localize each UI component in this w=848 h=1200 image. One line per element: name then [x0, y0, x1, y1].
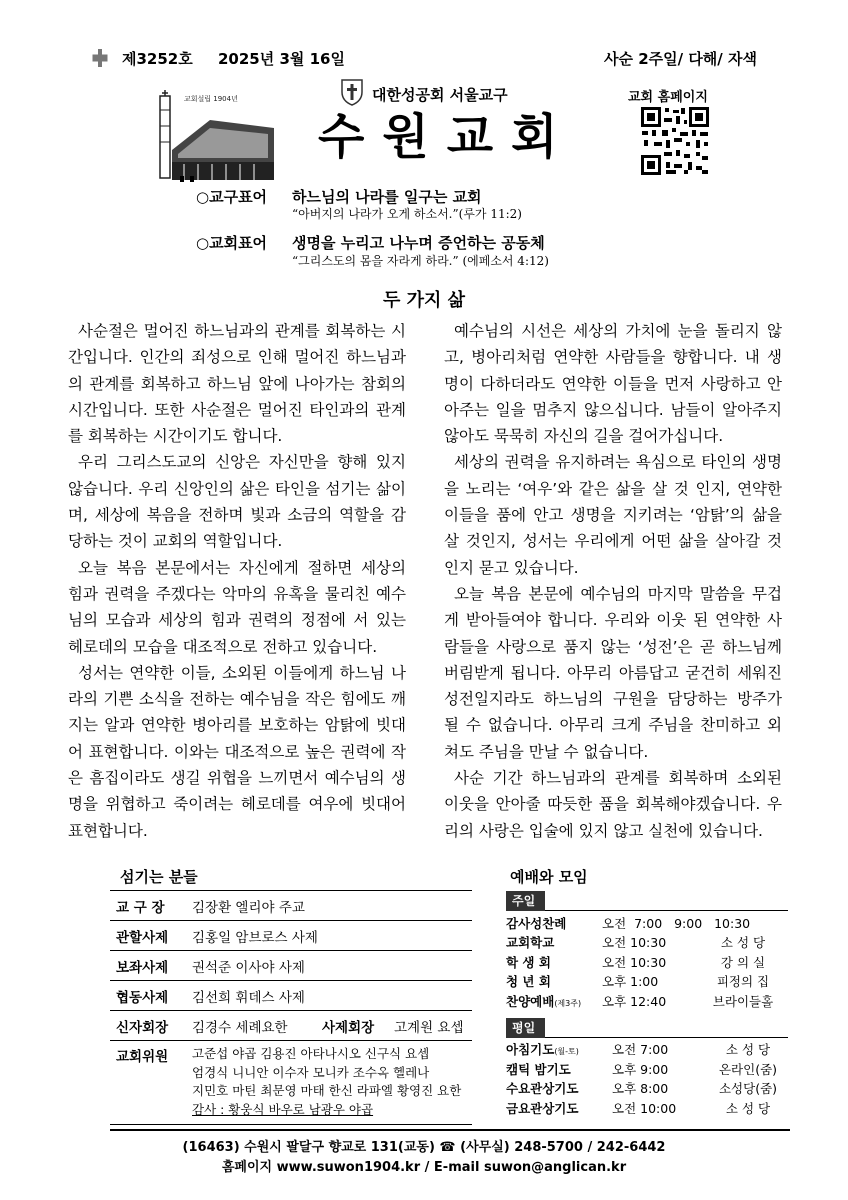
server-name: 권석준 이사야 사제	[192, 959, 305, 976]
article-paragraph: 세상의 권력을 유지하려는 욕심으로 타인의 생명을 노리는 ‘여우’와 같은 삶을 살 것 인지, 연약한 이들을 품에 안고 생명을 지키려는 ‘암탉’의 삶을 살 것인지, 성서는 우리에게 어떤 삶을 살아갈 것인지 묻고 있습니다.	[444, 453, 782, 577]
church-motto-title: 생명을 누리고 나누며 증언하는 공동체	[292, 234, 545, 252]
article-paragraph: 예수님의 시선은 세상의 가치에 눈을 돌리지 않고, 병아리처럼 연약한 사람들을 향합니다. 내 생명이 다하더라도 연약한 이들을 먼저 사랑하고 안아주는 일을 멈추지 않으십니다. 남들이 알아주지 않아도 묵묵히 자신의 길을 걸어가십니다.	[444, 322, 782, 446]
server-row	[110, 890, 472, 920]
server-row	[110, 980, 472, 1010]
schedule-row	[506, 913, 788, 933]
article-paragraph: 사순 기간 하느님과의 관계를 회복하며 소외된 이웃을 안아줄 따듯한 품을 회복해야겠습니다. 우리의 사랑은 입술에 있지 않고 실천에 있습니다.	[444, 769, 782, 840]
article-paragraph: 사순절은 멀어진 하느님과의 관계를 회복하는 시간입니다. 인간의 죄성으로 인해 멀어진 하느님과의 관계를 회복하고 하느님 앞에 나아가는 참회의 시간입니다. 또한 사순절은 멀어진 타인과의 관계를 회복하는 시간이기도 합니다.	[68, 322, 406, 446]
article-column-right	[444, 318, 782, 844]
church-motto-label: ○교회표어	[196, 234, 268, 252]
service-name: 교회학교	[506, 935, 555, 951]
diocese-motto-title: 하느님의 나라를 일구는 교회	[292, 188, 482, 206]
committee-members	[192, 1045, 461, 1119]
service-time: 오후 8:00	[612, 1081, 669, 1097]
article-paragraph: 우리 그리스도교의 신앙은 자신만을 향해 있지 않습니다. 우리 신앙인의 삶은 타인을 섬기는 삶이며, 세상에 복음을 전하며 빛과 소금의 역할을 감당하는 것이 교회의 역할입니다.	[68, 453, 406, 551]
footer-divider	[110, 1129, 790, 1131]
server-row	[110, 950, 472, 980]
server-role: 보좌사제	[116, 959, 169, 976]
article-paragraph: 성서는 연약한 이들, 소외된 이들에게 하느님 나라의 기쁜 소식을 전하는 예수님을 작은 힘에도 깨지는 알과 연약한 병아리를 보호하는 암탉에 빗대어 표현합니다. 이와는 대조적으로 높은 권력에 작은 흠집이라도 생길 위협을 느끼면서 예수님의 생명을 위협하고 죽이려는 헤로데를 여우에 빗대어 표현합니다.	[68, 663, 406, 840]
service-time: 오후 1:00	[602, 974, 659, 990]
server-name: 김장환 엘리야 주교	[192, 899, 305, 916]
article-paragraph: 오늘 복음 본문에 예수님의 마지막 말씀을 무겁게 받아들여야 합니다. 우리와 이웃 된 연약한 사람들을 사랑으로 품지 않는 ‘성전’은 곧 하느님께 버림받게 됩니다. 아무리 아름답고 굳건히 세워진 성전일지라도 하느님의 구원을 담당하는 방주가 될 수 없습니다. 아무리 크게 주님을 찬미하고 외쳐도 주님을 만날 수 없습니다.	[444, 584, 782, 761]
weekday-tag: 평일	[506, 1018, 545, 1038]
service-name: 수요관상기도	[506, 1081, 579, 1097]
committee-line: 지민호 마틴 최문영 마태 한신 라파엘 황영진 요한	[192, 1083, 462, 1098]
service-time: 오전 10:00	[612, 1100, 677, 1116]
liturgical-season: 사순 2주일/ 다해/ 자색	[604, 50, 757, 68]
service-name: 학 생 회	[506, 954, 551, 970]
article-paragraph: 오늘 복음 본문에서는 자신에게 절하면 세상의 힘과 권력을 주겠다는 악마의 유혹을 물리친 예수님의 모습과 세상의 힘과 권력의 정점에 서 있는 헤로데의 모습을 대조적으로 전하고 있습니다.	[68, 558, 406, 656]
server-role: 협동사제	[116, 989, 169, 1006]
priest-council-name: 고계원 요셉	[394, 1019, 464, 1036]
servers-table	[110, 890, 472, 1125]
service-place: 소성당(줌)	[718, 1081, 778, 1097]
server-name: 김선희 휘데스 사제	[192, 989, 305, 1006]
service-note: (월-토)	[554, 1047, 579, 1057]
schedule-row	[506, 991, 788, 1011]
server-row	[110, 920, 472, 950]
church-building-illustration	[150, 90, 274, 182]
schedule-row	[506, 933, 788, 953]
church-name: 수원교회	[318, 109, 576, 165]
committee-role: 교회위원	[116, 1049, 169, 1065]
service-time: 오전 10:30	[602, 935, 667, 951]
article-title: 두 가지 삶	[382, 290, 466, 311]
servers-title: 섬기는 분들	[120, 868, 198, 886]
service-time: 오전 7:00	[612, 1042, 669, 1058]
server-role: 교 구 장	[116, 899, 165, 916]
diocese-motto-verse: “아버지의 나라가 오게 하소서.”(루가 11:2)	[292, 207, 522, 221]
committee-line: 엄경식 니니안 이수자 모니카 조수옥 헬레나	[192, 1064, 430, 1080]
service-place: 온라인(줌)	[718, 1061, 778, 1077]
service-name: 금요관상기도	[506, 1100, 579, 1116]
service-place: 브라이들홀	[712, 993, 774, 1009]
diocese-motto-label: ○교구표어	[196, 188, 268, 206]
schedule-row	[506, 952, 788, 972]
council-row	[110, 1010, 472, 1040]
footer-web[interactable]: 홈페이지 www.suwon1904.kr / E-mail suwon@anglican.kr	[221, 1160, 627, 1175]
issue-number: 제3252호	[122, 50, 193, 68]
schedule-row	[506, 1098, 788, 1118]
since-badge: 교회설립 1904년	[184, 95, 238, 103]
cross-icon	[90, 48, 110, 68]
footer-address: (16463) 수원시 팔달구 향교로 131(교동) ☎ (사무실) 248-5700 / 242-6442	[182, 1140, 666, 1155]
server-name: 김홍일 암브로스 사제	[192, 929, 318, 946]
diocese-name: 대한성공회 서울교구	[372, 86, 508, 104]
service-place: 소 성 당	[720, 935, 766, 951]
service-name: 감사성찬례	[506, 915, 567, 931]
service-note: (제3주)	[554, 998, 582, 1008]
schedule-row	[506, 1079, 788, 1099]
homepage-label: 교회 홈페이지	[628, 90, 708, 105]
council-role: 신자회장	[116, 1019, 169, 1036]
service-time: 오전 10:30	[602, 954, 667, 970]
service-place: 피정의 집	[716, 974, 770, 990]
priest-council-role: 사제회장	[322, 1019, 375, 1036]
service-place: 강 의 실	[720, 954, 766, 970]
service-place: 소 성 당	[725, 1100, 771, 1116]
service-name: 청 년 회	[506, 974, 551, 990]
issue-date: 2025년 3월 16일	[218, 50, 345, 68]
service-name: 아침기도	[506, 1042, 555, 1058]
council-name: 김경수 세례요한	[192, 1019, 288, 1036]
sunday-tag: 주일	[506, 891, 545, 911]
committee-line: 감사 : 황웅식 바우로 남광우 야곱	[192, 1101, 374, 1117]
server-role: 관할사제	[116, 929, 169, 946]
article-column-left	[68, 318, 406, 844]
worship-title: 예배와 모임	[510, 868, 588, 886]
service-time: 오후 9:00	[612, 1061, 669, 1077]
schedule-row	[506, 1040, 788, 1060]
committee-line: 고준섭 야곱 김용진 아타나시오 신구식 요셉	[192, 1046, 430, 1061]
service-name: 캠틱 밤기도	[506, 1061, 571, 1077]
service-place: 소 성 당	[725, 1042, 771, 1058]
worship-schedule	[506, 890, 788, 1118]
service-name: 찬양예배	[506, 993, 555, 1009]
service-time: 오후 12:40	[602, 993, 667, 1009]
church-motto-verse: “그리스도의 몸을 자라게 하라.” (에페소서 4:12)	[292, 254, 549, 268]
schedule-row	[506, 972, 788, 992]
service-time: 오전 7:00 9:00 10:30	[602, 915, 751, 931]
schedule-row	[506, 1059, 788, 1079]
committee-row	[110, 1040, 472, 1125]
diocese-emblem-icon	[340, 78, 364, 106]
homepage-qr-code[interactable]	[640, 106, 710, 176]
